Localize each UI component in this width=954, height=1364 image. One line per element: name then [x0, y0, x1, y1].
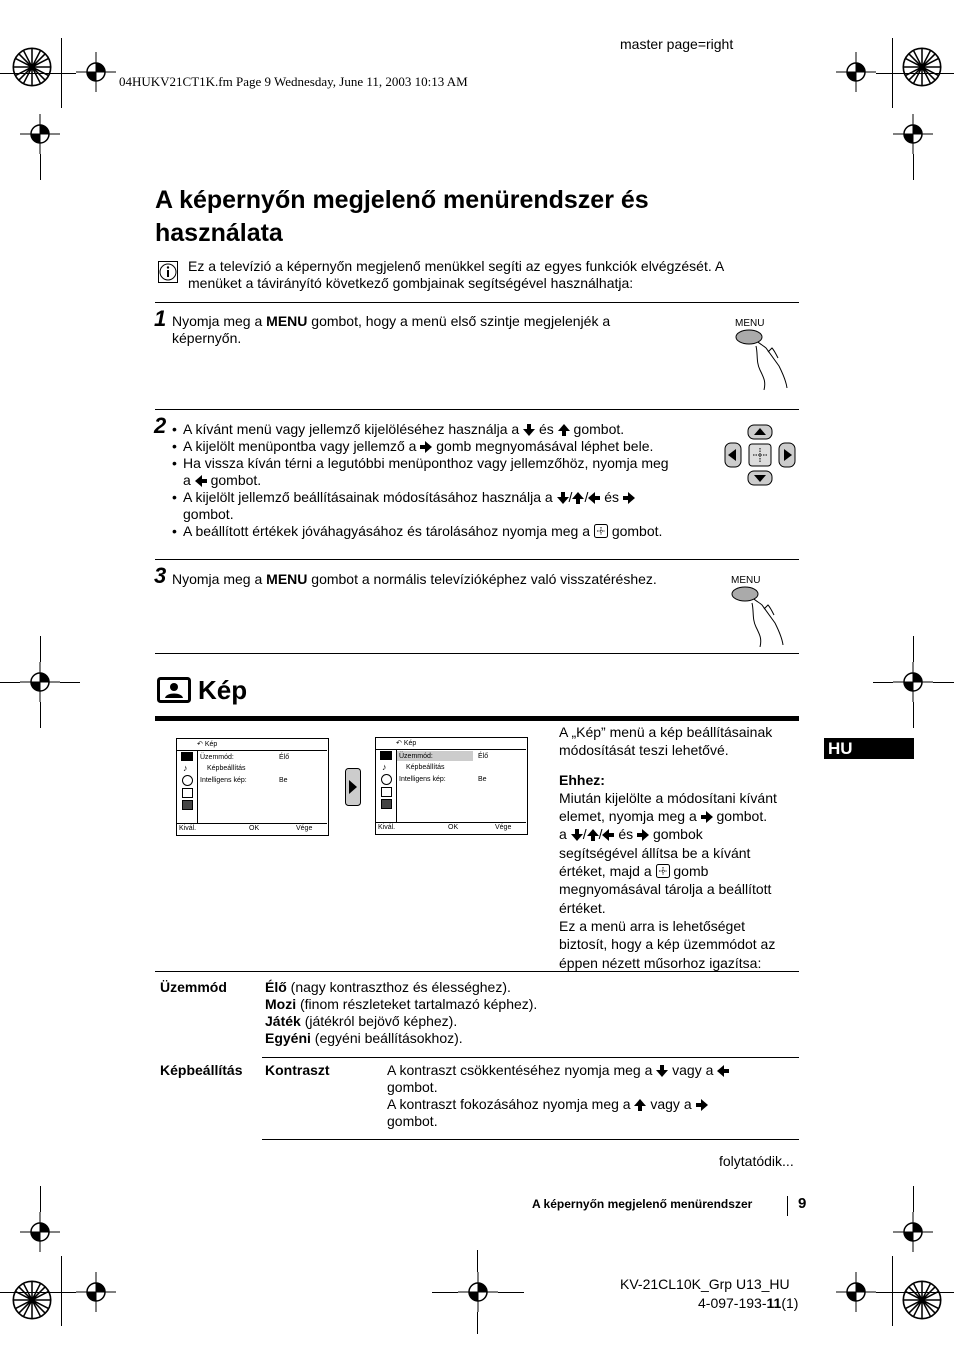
page-title: A képernyőn megjelenő menürendszer és használata: [155, 186, 649, 247]
crosshair-icon: [76, 52, 116, 92]
kep-description: A „Kép” menü a kép beállításainak módosítását teszi lehetővé. Ehhez: Miután kijelölte a módosítani kívánt elemet, nyomja meg a gombot. a / / és gombok segítségével állítsa be a kívánt értéket, majd a gomb megnyomásával tárolja a beállított értéket. Ez a menü arra is lehetőséget biztosít, hogy a kép üzemmódot az éppen nézett műsorhoz igazítsa:: [559, 724, 777, 971]
registration-wheel-icon: [900, 1278, 944, 1322]
hand-press-icon: [730, 585, 790, 647]
up-arrow-icon: [634, 1099, 646, 1111]
down-arrow-icon: [656, 1065, 668, 1077]
crosshair-icon: [836, 1272, 876, 1312]
preset-tab-icon: [182, 800, 193, 810]
up-arrow-icon: [587, 829, 599, 841]
menu-button-illustration: MENU: [734, 318, 794, 390]
right-arrow-icon: [623, 492, 635, 504]
sound-tab-icon: ♪: [183, 763, 188, 773]
crosshair-icon: [893, 1212, 933, 1252]
hand-press-icon: [734, 328, 794, 390]
step-number: 2: [154, 413, 167, 438]
left-arrow-icon: [195, 475, 207, 487]
mode-options-list: Élő (nagy kontraszthoz és élességhez). Mozi (finom részleteket tartalmazó képhez). Játék (játékról bejövő képhez). Egyéni (egyéni beállításokhoz).: [265, 979, 538, 1046]
right-arrow-icon: [637, 829, 649, 841]
registration-wheel-icon: [900, 45, 944, 89]
picture-menu-icon: [157, 677, 191, 703]
up-arrow-icon: [558, 424, 570, 436]
crosshair-icon: [20, 114, 60, 154]
setup-tab-icon: [381, 787, 392, 797]
section-title: Kép: [198, 675, 248, 705]
clock-tab-icon: [182, 775, 193, 786]
left-arrow-icon: [602, 829, 614, 841]
down-arrow-icon: [557, 492, 569, 504]
contrast-description: A kontraszt csökkentéséhez nyomja meg a vagy a gombot. A kontraszt fokozásához nyomja meg a vagy a gombot.: [387, 1062, 787, 1130]
running-title: A képernyőn megjelenő menürendszer: [532, 1197, 753, 1211]
right-arrow-icon: [420, 441, 432, 453]
step2-instructions: • A kívánt menü vagy jellemző kijelöléséhez használja a és gombot. • A kijelölt menüpontba vagy jellemző a gomb megnyomásával léphet bele. • Ha vissza kíván térni a legutóbbi menüponthoz vagy jellemzőhöz, nyomja meg a gombot. • A kijelölt jellemző beállításainak módosításához használja a / / és gombot. • A beállított értékek jóváhagyásához és tárolásához nyomja meg a gombot.: [172, 421, 732, 540]
down-arrow-icon: [571, 829, 583, 841]
dpad-illustration: [724, 424, 796, 486]
master-page-label: master page=right: [620, 36, 734, 52]
registration-wheel-icon: [10, 1278, 54, 1322]
crosshair-icon: [893, 114, 933, 154]
picture-tab-icon: [181, 752, 193, 761]
crosshair-icon: [458, 1272, 498, 1312]
right-arrow-icon: [696, 1099, 708, 1111]
registration-wheel-icon: [10, 45, 54, 89]
picture-tab-icon: [380, 751, 392, 760]
ok-button-icon: [594, 524, 608, 538]
part-code: 4-097-193-11(1): [698, 1295, 799, 1311]
step1-text: Nyomja meg a MENU gombot, hogy a menü első szintje megjelenjék a képernyőn.: [172, 313, 611, 346]
crosshair-icon: [76, 1272, 116, 1312]
menu-button-illustration: MENU: [730, 575, 790, 647]
step-number: 1: [154, 306, 167, 331]
language-tab: HU: [824, 738, 914, 759]
info-icon: [158, 261, 178, 283]
setup-tab-icon: [182, 788, 193, 798]
clock-tab-icon: [381, 774, 392, 785]
table-row-label: Képbeállítás: [160, 1062, 243, 1078]
file-info: 04HUKV21CT1K.fm Page 9 Wednesday, June 11, 2003 10:13 AM: [119, 74, 468, 89]
intro-text: Ez a televízió a képernyőn megjelenő menükkel segíti az egyes funkciók elvégzését. A menüket a távirányító következő gombjainak segítségével használhatja:: [188, 258, 725, 291]
step3-text: Nyomja meg a MENU gombot a normális televízióképhez való visszatéréshez.: [172, 571, 657, 587]
down-arrow-icon: [523, 424, 535, 436]
continued-label: folytatódik...: [719, 1153, 794, 1169]
next-arrow-icon: [345, 768, 361, 806]
preset-tab-icon: [381, 799, 392, 809]
model-code: KV-21CL10K_Grp U13_HU: [620, 1276, 790, 1292]
table-sub-label: Kontraszt: [265, 1062, 330, 1078]
crosshair-icon: [893, 662, 933, 702]
menu-screen-before: ↶ Kép ♪ Üzemmód: Élő Képbeállítás Intelligens kép: Be Kivál. OK Vége: [176, 738, 329, 836]
crosshair-icon: [20, 662, 60, 702]
right-arrow-icon: [701, 811, 713, 823]
page-number: 9: [798, 1195, 807, 1212]
step-number: 3: [154, 563, 167, 588]
sound-tab-icon: ♪: [382, 762, 387, 772]
left-arrow-icon: [717, 1065, 729, 1077]
left-arrow-icon: [588, 492, 600, 504]
crosshair-icon: [836, 52, 876, 92]
ok-button-icon: [656, 864, 670, 878]
crosshair-icon: [20, 1212, 60, 1252]
up-arrow-icon: [572, 492, 584, 504]
table-row-label: Üzemmód: [160, 979, 227, 995]
menu-screen-after: ↶ Kép ♪ Üzemmód: Élő Képbeállítás Intelligens kép: Be Kivál. OK Vége: [375, 737, 528, 835]
